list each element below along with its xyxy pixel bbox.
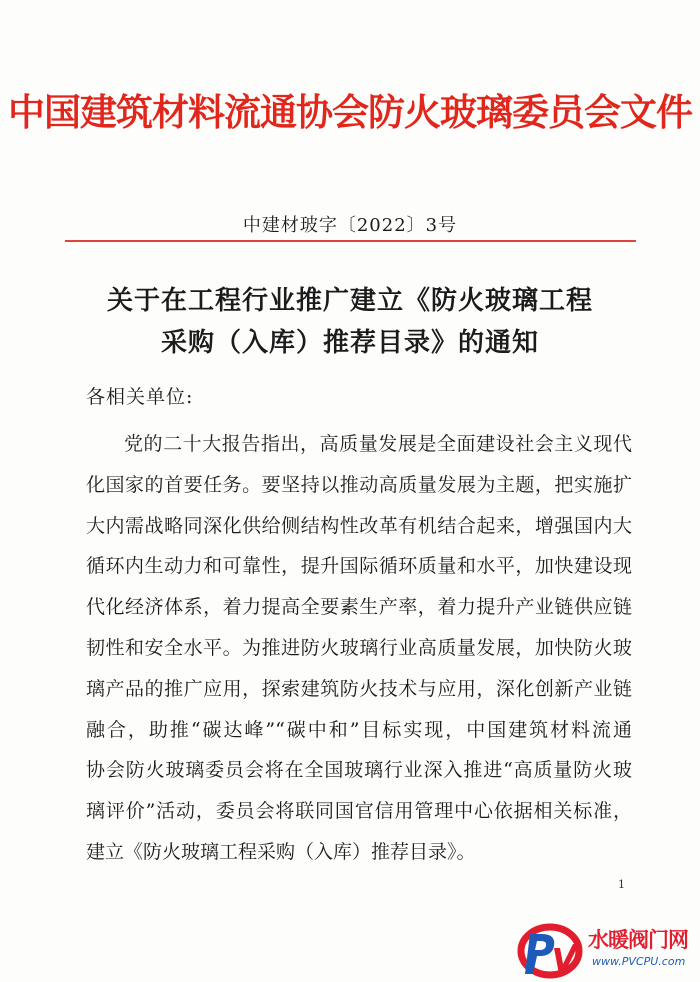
body-line: 璃产品的推广应用，探索建筑防火技术与应用，深化创新产业链 [86,677,632,700]
body-line: 融合，助推“碳达峰”“碳中和”目标实现，中国建筑材料流通 [86,718,632,741]
page-number: 1 [618,878,625,891]
watermark-brand: 水暖阀门网 [588,928,688,952]
notice-title [0,280,700,364]
salutation: 各相关单位: [86,386,194,408]
notice-title-line-1: 关于在工程行业推广建立《防火玻璃工程 [106,286,593,316]
body-line: 党的二十大报告指出，高质量发展是全面建设社会主义现代 [124,433,632,455]
pv-logo-icon [516,922,586,980]
watermark-url: www.PVCPU.com [592,955,686,968]
body-line: 韧性和安全水平。为推进防火玻璃行业高质量发展，加快防火玻 [86,636,632,659]
body-line: 璃评价”活动，委员会将联同国官信用管理中心依据相关标准， [86,800,632,823]
notice-title-line-2: 采购（入库）推荐目录》的通知 [160,328,539,358]
document-number: 中建材玻字〔2022〕3号 [242,215,458,236]
body-line: 代化经济体系，着力提高全要素生产率，着力提升产业链供应链 [86,596,632,619]
body-line: 建立《防火玻璃工程采购（入库）推荐目录》。 [86,840,476,863]
body-line: 协会防火玻璃委员会将在全国玻璃行业深入推进“高质量防火玻 [86,759,632,782]
watermark [516,920,700,982]
body-line: 循环内生动力和可靠性，提升国际循环质量和水平，加快建设现 [86,555,632,578]
document-header-title: 中国建筑材料流通协会防火玻璃委员会文件 [8,91,692,134]
body-paragraph [86,424,632,873]
body-line: 化国家的首要任务。要坚持以推动高质量发展为主题，把实施扩 [86,473,632,496]
header-divider [65,240,636,242]
body-line: 大内需战略同深化供给侧结构性改革有机结合起来，增强国内大 [86,514,632,537]
